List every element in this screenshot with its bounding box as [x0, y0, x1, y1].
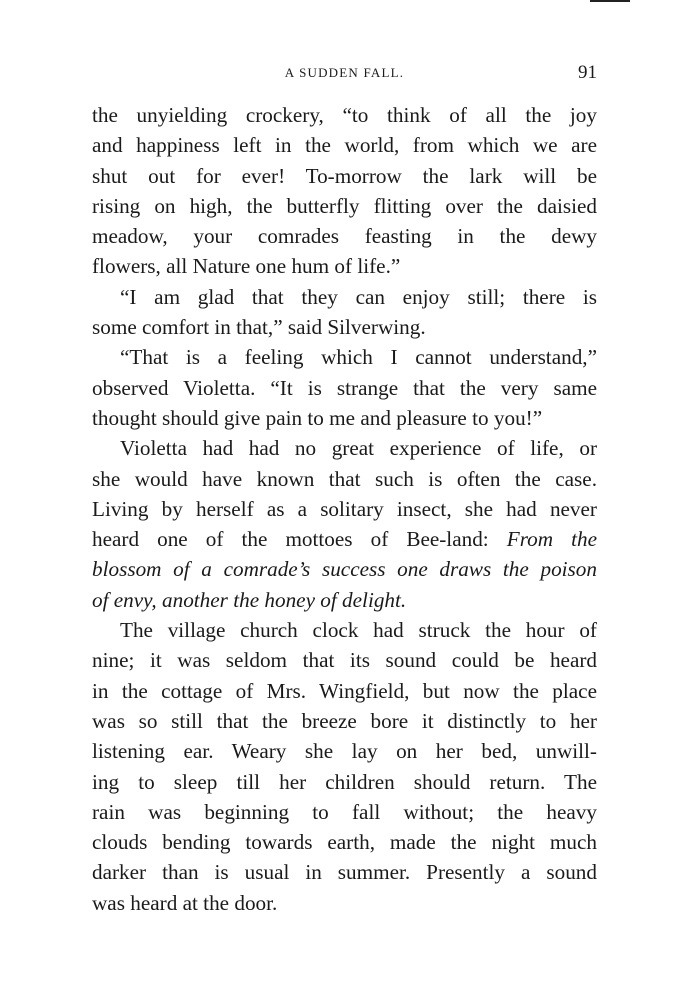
body-text: [92, 100, 597, 918]
page-edge-rule: [590, 0, 630, 2]
text-line: of envy, another the honey of delight.: [92, 587, 407, 612]
text-line: rising on high, the butterfly flitting over the daisied: [92, 193, 597, 218]
running-title: A SUDDEN FALL.: [284, 65, 405, 80]
text-line: blossom of a comrade’s success one draws the poison: [92, 557, 597, 582]
text-line: [92, 524, 597, 554]
text-line: rain was beginning to fall without; the heavy: [92, 799, 597, 824]
text-line: clouds bending towards earth, made the night much: [92, 830, 597, 855]
text-line: was so still that the breeze bore it distinctly to her: [92, 708, 597, 733]
text-line: ing to sleep till her children should return. The: [92, 769, 597, 794]
text-line: thought should give pain to me and pleasure to you!”: [92, 405, 543, 430]
text-line: was heard at the door.: [92, 890, 278, 915]
text-line: she would have known that such is often the case.: [92, 466, 597, 491]
text-line: flowers, all Nature one hum of life.”: [92, 254, 401, 279]
text-line: meadow, your comrades feasting in the dewy: [92, 224, 597, 249]
running-head: [92, 62, 597, 84]
text-line: “That is a feeling which I cannot understand,”: [120, 345, 597, 370]
italic-segment: From the: [506, 527, 598, 552]
text-segment: heard one of the mottoes of Bee-land:: [92, 527, 489, 552]
text-line: the unyielding crockery, “to think of all the joy: [92, 103, 597, 127]
text-line: and happiness left in the world, from which we are: [92, 133, 597, 158]
text-line: darker than is usual in summer. Presently a sound: [92, 860, 597, 885]
page-number: 91: [578, 62, 597, 83]
text-line: Violetta had had no great experience of life, or: [120, 436, 597, 461]
text-line: in the cottage of Mrs. Wingfield, but now the place: [92, 678, 597, 703]
text-line: “I am glad that they can enjoy still; there is: [120, 284, 597, 309]
text-line: nine; it was seldom that its sound could be heard: [92, 648, 597, 673]
text-line: some comfort in that,” said Silverwing.: [92, 315, 426, 340]
text-line: observed Violetta. “It is strange that the very same: [92, 375, 597, 400]
text-line: The village church clock had struck the hour of: [120, 618, 597, 643]
text-line: Living by herself as a solitary insect, she had never: [92, 496, 597, 521]
text-line: listening ear. Weary she lay on her bed, unwill-: [92, 739, 597, 764]
text-line: shut out for ever! To-morrow the lark will be: [92, 163, 597, 188]
